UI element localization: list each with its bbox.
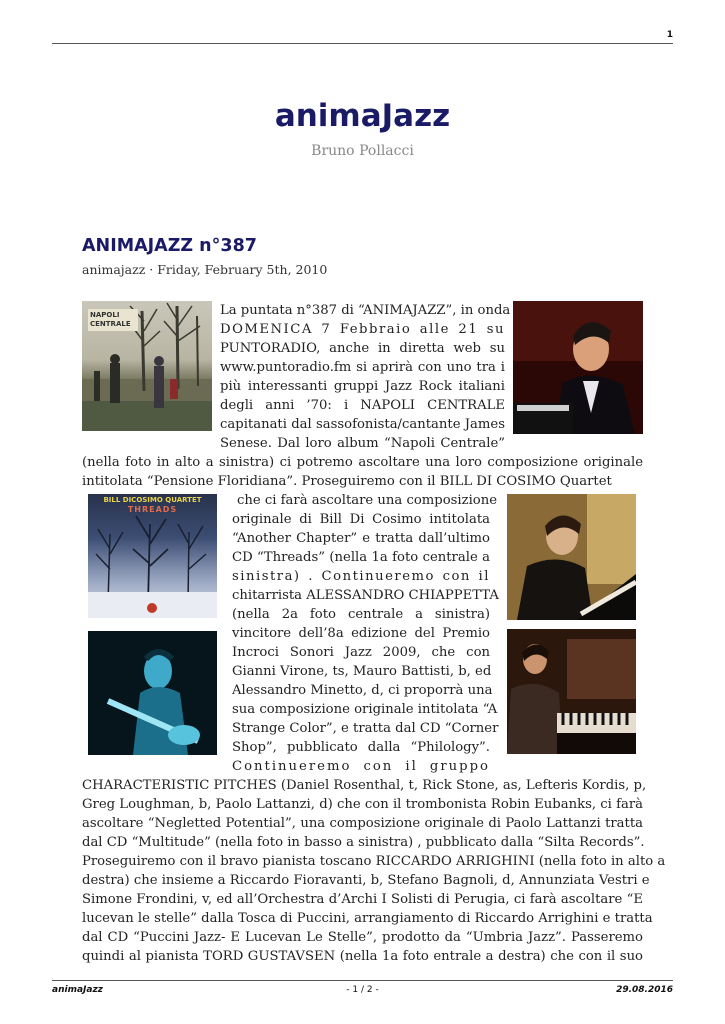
- body-line: La puntata n°387 di “ANIMAJAZZ”, in onda: [220, 303, 511, 318]
- body-line: sinistra) . Continueremo con il: [232, 569, 490, 584]
- body-line: Greg Loughman, b, Paolo Lattanzi, d) che con il trombonista Robin Eubanks, ci farà: [82, 797, 643, 812]
- alessandro-chiappetta-photo: [88, 631, 217, 755]
- body-line: vincitore dell’8a edizione del Premio: [232, 626, 490, 641]
- body-line: Incroci Sonori Jazz 2009, che con: [232, 645, 490, 660]
- body-line: chitarrista ALESSANDRO CHIAPPETTA: [232, 588, 499, 603]
- footer-page-count: - 1 / 2 -: [346, 985, 379, 995]
- body-line: www.puntoradio.fm si aprirà con uno tra i: [220, 360, 505, 375]
- body-line: DOMENICA 7 Febbraio alle 21 su: [220, 322, 505, 337]
- body-line: che ci farà ascoltare una composizione: [237, 493, 498, 508]
- header-rule: [52, 43, 673, 44]
- body-line: “Another Chapter” e tratta dall’ultimo: [232, 531, 490, 546]
- body-line: capitanati dal sassofonista/cantante James: [220, 417, 505, 432]
- body-line: (nella 2a foto centrale a sinistra): [232, 607, 490, 622]
- footer-rule: [52, 980, 673, 981]
- body-line: ascoltare “Negletted Potential”, una composizione originale di Paolo Lattanzi tratta: [82, 816, 643, 831]
- body-line: destra) che insieme a Riccardo Fioravanti, b, Stefano Bagnoli, d, Annunziata Vestri e: [82, 873, 650, 888]
- body-line: quindi al pianista TORD GUSTAVSEN (nella 1a foto entrale a destra) che con il suo: [82, 949, 643, 964]
- footer-date: 29.08.2016: [616, 985, 673, 995]
- body-line: (nella foto in alto a sinistra) ci potremo ascoltare una loro composizione originale: [82, 455, 643, 470]
- body-line: originale di Bill Di Cosimo intitolata: [232, 512, 490, 527]
- body-line: Continueremo con il gruppo: [232, 759, 490, 774]
- napoli-centrale-cover-image: [82, 301, 212, 431]
- bill-dicosimo-threads-cover: [88, 494, 217, 618]
- napoli-centrale-cover-text: NAPOLI CENTRALE: [88, 309, 138, 331]
- body-line: CD “Threads” (nella 1a foto centrale a: [232, 550, 490, 565]
- body-line: più interessanti gruppi Jazz Rock italiani: [220, 379, 505, 394]
- pianist-lower-right-photo: [507, 629, 636, 754]
- body-line: Alessandro Minetto, d, ci proporrà una: [232, 683, 493, 698]
- body-line: degli anni ’70: i NAPOLI CENTRALE: [220, 398, 505, 413]
- body-line: dal CD “Puccini Jazz- E Lucevan Le Stelle”, prodotto da “Umbria Jazz”. Passeremo: [82, 930, 643, 945]
- body-line: PUNTORADIO, anche in diretta web su: [220, 341, 505, 356]
- body-line: lucevan le stelle” dalla Tosca di Puccini, arrangiamento di Riccardo Arrighini e tratta: [82, 911, 653, 926]
- body-line: Shop”, pubblicato dalla “Philology”.: [232, 740, 490, 755]
- bill-cover-title: BILL DICOSIMO QUARTET: [103, 496, 202, 504]
- body-line: Proseguiremo con il bravo pianista toscano RICCARDO ARRIGHINI (nella foto in alto a: [82, 854, 666, 869]
- page-number: 1: [666, 30, 673, 40]
- body-line: Strange Color”, e tratta dal CD “Corner: [232, 721, 499, 736]
- body-line: sua composizione originale intitolata “A: [232, 702, 498, 717]
- body-line: Senese. Dal loro album “Napoli Centrale”: [220, 436, 505, 451]
- site-subtitle: Bruno Pollacci: [311, 143, 414, 159]
- site-title[interactable]: animaJazz: [274, 98, 451, 134]
- bill-cover-subtitle: THREADS: [127, 505, 178, 514]
- post-meta: animajazz · Friday, February 5th, 2010: [82, 262, 328, 277]
- body-line: CHARACTERISTIC PITCHES (Daniel Rosenthal, t, Rick Stone, as, Lefteris Kordis, p,: [82, 778, 647, 793]
- body-line: dal CD “Multitude” (nella foto in basso a sinistra) , pubblicato dalla “Silta Records”.: [82, 835, 645, 850]
- riccardo-arrighini-photo: [513, 301, 643, 434]
- post-title[interactable]: ANIMAJAZZ n°387: [82, 236, 257, 256]
- footer-site-name: animaJazz: [52, 985, 103, 995]
- body-line: Gianni Virone, ts, Mauro Battisti, b, ed: [232, 664, 492, 679]
- body-line: intitolata “Pensione Floridiana”. Proseguiremo con il BILL DI COSIMO Quartet: [82, 474, 612, 489]
- tord-gustavsen-photo: [507, 494, 636, 620]
- body-line: Simone Frondini, v, ed all’Orchestra d’Archi I Solisti di Perugia, ci farà ascoltare “E: [82, 892, 643, 907]
